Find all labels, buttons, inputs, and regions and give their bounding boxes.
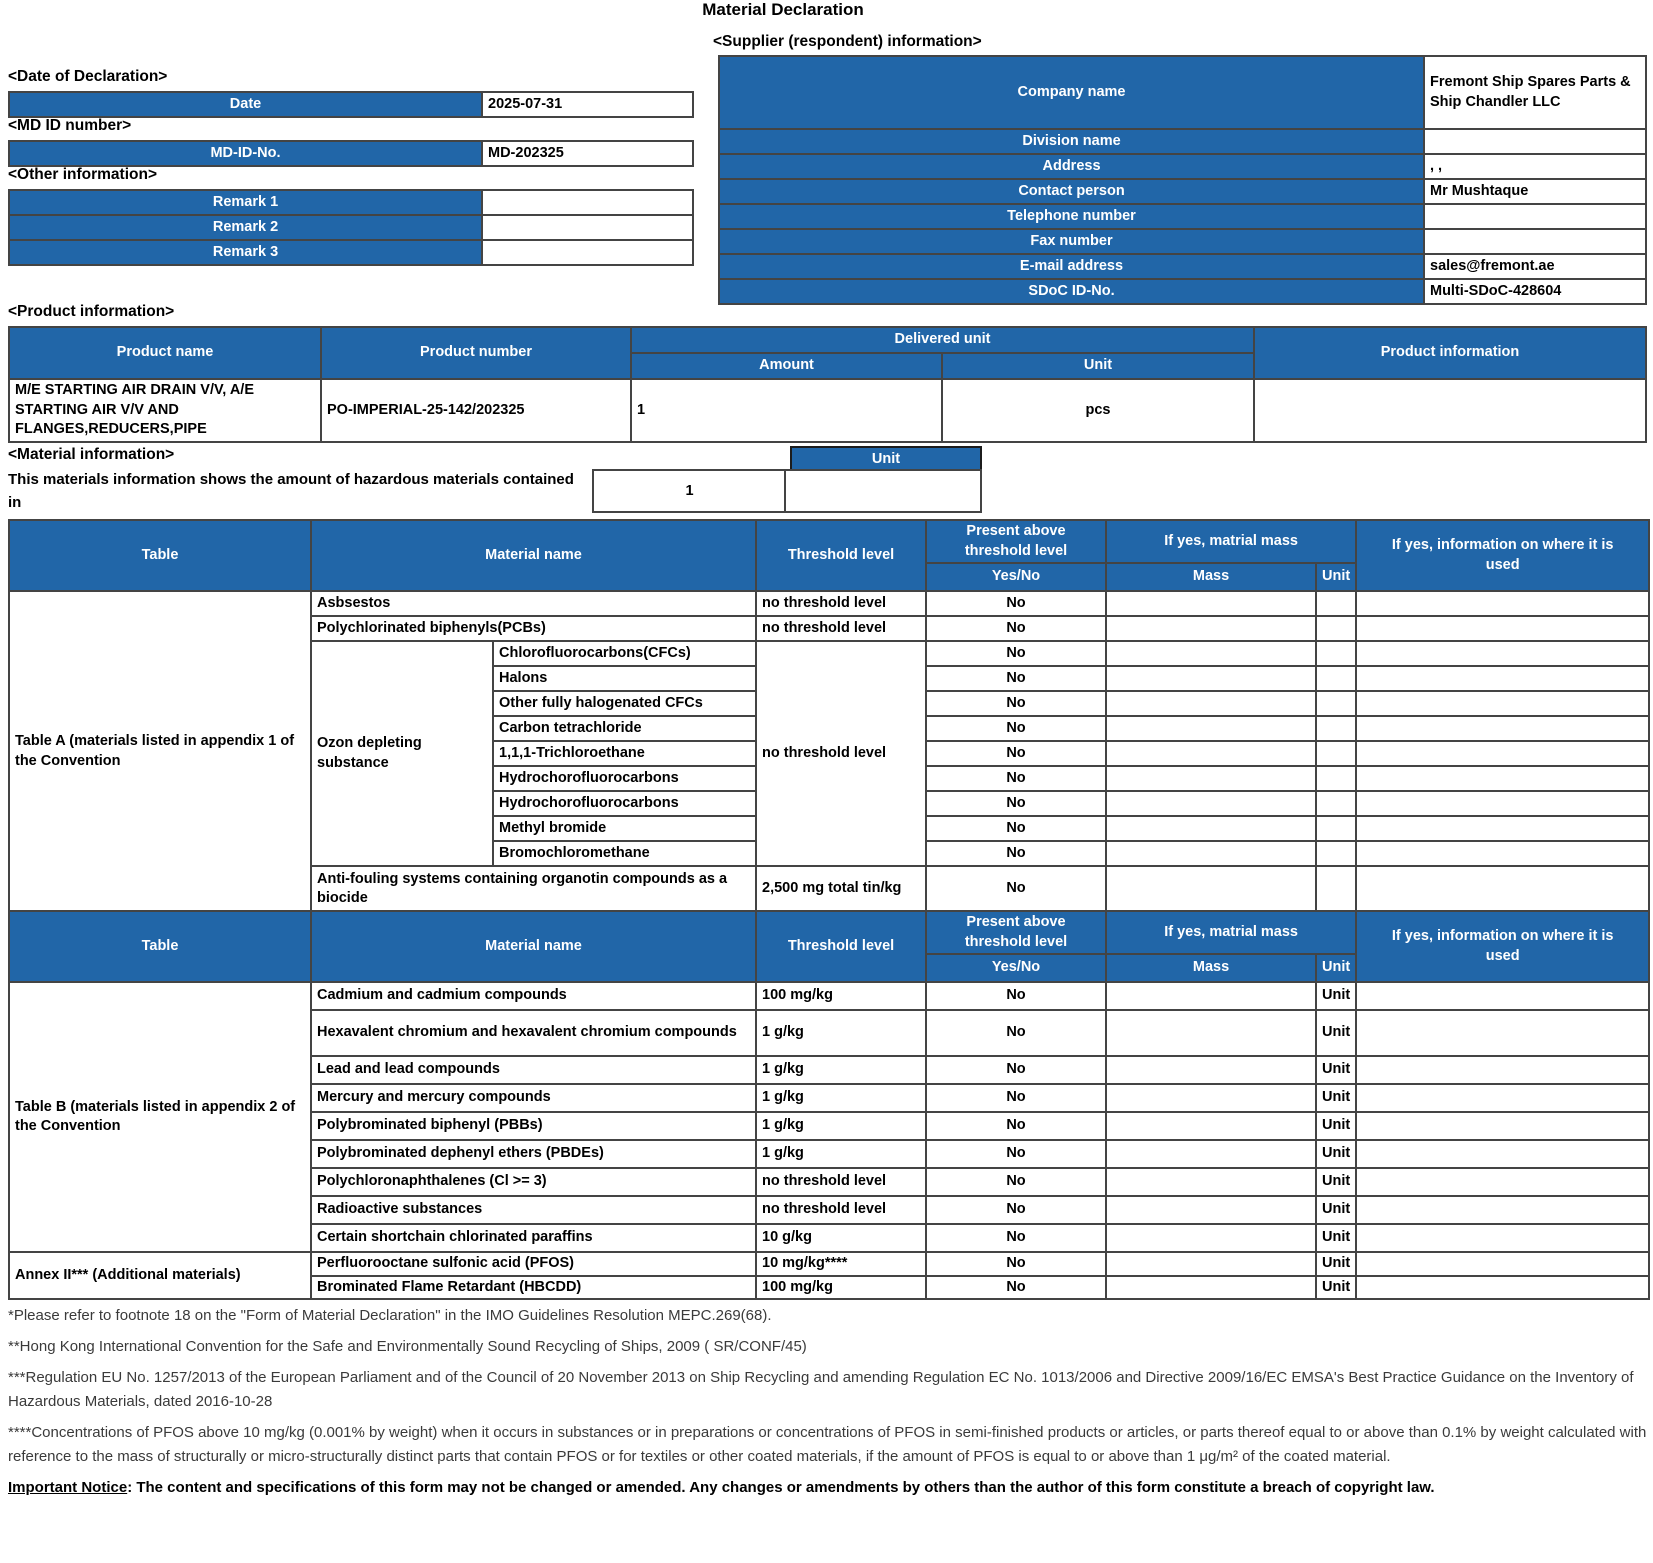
info-cell [1356, 1224, 1649, 1252]
unit-cell: Unit [1316, 1056, 1356, 1084]
mass-header: Mass [1106, 563, 1316, 591]
if-yes-mass-header: If yes, matrial mass [1106, 520, 1356, 563]
info-cell [1356, 841, 1649, 866]
present-cell: No [926, 1084, 1106, 1112]
unit-header: Unit [942, 353, 1254, 379]
product-info-header: Product information [1254, 327, 1646, 379]
material-cell: 1,1,1-Trichloroethane [493, 741, 756, 766]
info-cell [1356, 1196, 1649, 1224]
unit-cell: Unit [1316, 1252, 1356, 1276]
info-cell [1356, 1112, 1649, 1140]
table-row [719, 179, 1646, 204]
info-cell [1356, 741, 1649, 766]
mass-cell [1106, 1276, 1316, 1300]
product-number-cell: PO-IMPERIAL-25-142/202325 [321, 379, 631, 442]
material-cell: Bromochloromethane [493, 841, 756, 866]
hazmat-table-b [8, 910, 1650, 1300]
table-header: Table [9, 520, 311, 591]
product-section-heading: <Product information> [8, 303, 175, 320]
table-row [9, 141, 693, 166]
mass-cell [1106, 766, 1316, 791]
remark-value-cell [482, 240, 693, 265]
ozone-group-label-cell: Ozon depleting substance [311, 641, 493, 866]
important-notice-text: : The content and specifications of this form may not be changed or amended. Any changes or amendments by others than the author of this form constitute a breach of copyright law. [127, 1479, 1435, 1496]
unit-cell: Unit [1316, 1084, 1356, 1112]
if-yes-mass-header: If yes, matrial mass [1106, 911, 1356, 954]
unit-cell [1316, 791, 1356, 816]
unit-cell: Unit [1316, 1010, 1356, 1056]
table-row [9, 92, 693, 117]
threshold-cell: no threshold level [756, 616, 926, 641]
present-cell: No [926, 1196, 1106, 1224]
supplier-label-cell: E-mail address [719, 254, 1424, 279]
mass-cell [1106, 816, 1316, 841]
info-cell [1356, 1252, 1649, 1276]
present-cell: No [926, 1112, 1106, 1140]
important-notice-label: Important Notice [8, 1479, 128, 1496]
info-cell [1356, 666, 1649, 691]
mass-cell [1106, 982, 1316, 1010]
footnote: *Please refer to footnote 18 on the "Form of Material Declaration" in the IMO Guidelines Resolution MEPC.269(68). [8, 1307, 772, 1324]
material-cell: Methyl bromide [493, 816, 756, 841]
supplier-value-cell: Mr Mushtaque [1424, 179, 1646, 204]
table-row [719, 129, 1646, 154]
unit-cell [1316, 841, 1356, 866]
present-cell: No [926, 1056, 1106, 1084]
mass-cell [1106, 1168, 1316, 1196]
product-table [8, 326, 1647, 443]
unit-cell [1316, 616, 1356, 641]
material-cell: Brominated Flame Retardant (HBCDD) [311, 1276, 756, 1300]
mass-cell [1106, 591, 1316, 616]
info-cell [1356, 641, 1649, 666]
threshold-cell: 100 mg/kg [756, 1276, 926, 1300]
table-row [719, 279, 1646, 304]
info-cell [1356, 1168, 1649, 1196]
threshold-cell: 10 mg/kg**** [756, 1252, 926, 1276]
date-table [8, 91, 694, 118]
present-cell: No [926, 641, 1106, 666]
threshold-cell: no threshold level [756, 1168, 926, 1196]
material-cell: Other fully halogenated CFCs [493, 691, 756, 716]
footnote: ****Concentrations of PFOS above 10 mg/kg (0.001% by weight) when it occurs in substances or in preparations or concentrations of PFOS in semi-finished products or articles, or parts thereof equal to or above than 0.1% by weight calculated with reference to the mass of structurally or micro-structurally distinct parts that contain PFOS or for textiles or other coated materials, if the amount of PFOS is equal to or above than 1 μg/m² of the coated material. [8, 1424, 1647, 1465]
info-cell [1356, 982, 1649, 1010]
md-section-heading: <MD ID number> [8, 117, 132, 134]
material-name-header: Material name [311, 520, 756, 591]
present-cell: No [926, 816, 1106, 841]
material-cell: Lead and lead compounds [311, 1056, 756, 1084]
unit-cell: Unit [1316, 1196, 1356, 1224]
threshold-cell: 1 g/kg [756, 1056, 926, 1084]
threshold-header: Threshold level [756, 911, 926, 982]
material-info-amount-cell: 1 [592, 469, 787, 513]
present-cell: No [926, 741, 1106, 766]
material-cell: Certain shortchain chlorinated paraffins [311, 1224, 756, 1252]
unit-cell: Unit [1316, 1168, 1356, 1196]
info-cell [1356, 816, 1649, 841]
footnote: ***Regulation EU No. 1257/2013 of the European Parliament and of the Council of 20 November 2013 on Ship Recycling and amending Regulation EC No. 1013/2006 and Directive 2009/16/EC EMSA's Best Practice Guidance on the Inventory of Hazardous Materials, dated 2016-10-28 [8, 1369, 1634, 1410]
product-unit-cell: pcs [942, 379, 1254, 442]
material-cell: Halons [493, 666, 756, 691]
table-row [9, 190, 693, 215]
present-cell: No [926, 1224, 1106, 1252]
unit-cell [1316, 741, 1356, 766]
supplier-value-cell [1424, 204, 1646, 229]
material-cell: Carbon tetrachloride [493, 716, 756, 741]
mass-cell [1106, 691, 1316, 716]
table-header-row [9, 911, 1649, 954]
mass-cell [1106, 866, 1316, 912]
info-cell [1356, 766, 1649, 791]
threshold-cell: 10 g/kg [756, 1224, 926, 1252]
supplier-label-cell: Company name [719, 56, 1424, 129]
threshold-cell: no threshold level [756, 641, 926, 866]
remark-label-cell: Remark 1 [9, 190, 482, 215]
threshold-cell: no threshold level [756, 591, 926, 616]
threshold-cell: 100 mg/kg [756, 982, 926, 1010]
mass-header: Mass [1106, 954, 1316, 982]
material-cell: Radioactive substances [311, 1196, 756, 1224]
table-row [9, 240, 693, 265]
mass-cell [1106, 741, 1316, 766]
unit-col-header: Unit [1316, 954, 1356, 982]
material-cell: Anti-fouling systems containing organotin compounds as a biocide [311, 866, 756, 912]
mass-cell [1106, 1084, 1316, 1112]
present-cell: No [926, 1010, 1106, 1056]
mass-cell [1106, 1224, 1316, 1252]
product-info-cell [1254, 379, 1646, 442]
unit-cell [1316, 591, 1356, 616]
supplier-value-cell: Fremont Ship Spares Parts & Ship Chandler LLC [1424, 56, 1646, 129]
threshold-cell: 1 g/kg [756, 1112, 926, 1140]
mass-cell [1106, 1140, 1316, 1168]
table-b-label-cell: Table B (materials listed in appendix 2 of the Convention [9, 982, 311, 1252]
unit-cell [1316, 716, 1356, 741]
present-cell: No [926, 841, 1106, 866]
info-cell [1356, 1084, 1649, 1112]
remark-value-cell [482, 190, 693, 215]
supplier-value-cell: Multi-SDoC-428604 [1424, 279, 1646, 304]
material-cell: Mercury and mercury compounds [311, 1084, 756, 1112]
mass-cell [1106, 1112, 1316, 1140]
unit-cell [1316, 666, 1356, 691]
info-cell [1356, 866, 1649, 912]
table-row [9, 591, 1649, 616]
material-cell: Polybrominated biphenyl (PBBs) [311, 1112, 756, 1140]
md-id-table [8, 140, 694, 167]
unit-cell [1316, 641, 1356, 666]
present-cell: No [926, 1168, 1106, 1196]
if-yes-info-header: If yes, information on where it is used [1356, 911, 1649, 982]
unit-cell: Unit [1316, 1140, 1356, 1168]
table-row [9, 982, 1649, 1010]
mass-cell [1106, 1056, 1316, 1084]
supplier-label-cell: Division name [719, 129, 1424, 154]
present-header: Present above threshold level [926, 911, 1106, 954]
material-cell: Chlorofluorocarbons(CFCs) [493, 641, 756, 666]
present-cell: No [926, 766, 1106, 791]
material-cell: Polychlorinated biphenyls(PCBs) [311, 616, 756, 641]
supplier-table [718, 55, 1647, 305]
page-title: Material Declaration [702, 0, 864, 19]
table-row [719, 154, 1646, 179]
threshold-cell: 1 g/kg [756, 1084, 926, 1112]
table-header-row [9, 327, 1646, 353]
threshold-cell: no threshold level [756, 1196, 926, 1224]
table-row [9, 1252, 1649, 1276]
unit-cell: Unit [1316, 1224, 1356, 1252]
supplier-section-heading: <Supplier (respondent) information> [713, 33, 982, 50]
info-cell [1356, 691, 1649, 716]
if-yes-info-header: If yes, information on where it is used [1356, 520, 1649, 591]
threshold-cell: 1 g/kg [756, 1140, 926, 1168]
mass-cell [1106, 1196, 1316, 1224]
mass-cell [1106, 616, 1316, 641]
info-cell [1356, 1140, 1649, 1168]
present-cell: No [926, 616, 1106, 641]
other-section-heading: <Other information> [8, 166, 157, 183]
info-cell [1356, 1276, 1649, 1300]
present-cell: No [926, 666, 1106, 691]
remark-value-cell [482, 215, 693, 240]
material-cell: Hexavalent chromium and hexavalent chromium compounds [311, 1010, 756, 1056]
table-header-row [9, 520, 1649, 563]
mass-cell [1106, 666, 1316, 691]
supplier-label-cell: Address [719, 154, 1424, 179]
table-a-label-cell: Table A (materials listed in appendix 1 of the Convention [9, 591, 311, 912]
material-cell: Asbsestos [311, 591, 756, 616]
material-cell: Cadmium and cadmium compounds [311, 982, 756, 1010]
mass-cell [1106, 841, 1316, 866]
supplier-value-cell [1424, 129, 1646, 154]
date-label-cell: Date [9, 92, 482, 117]
present-cell: No [926, 1252, 1106, 1276]
product-amount-cell: 1 [631, 379, 942, 442]
footnotes-block [8, 1304, 1649, 1499]
date-value-cell: 2025-07-31 [482, 92, 693, 117]
unit-col-header: Unit [1316, 563, 1356, 591]
threshold-cell: 2,500 mg total tin/kg [756, 866, 926, 912]
present-cell: No [926, 791, 1106, 816]
info-cell [1356, 1010, 1649, 1056]
table-row [719, 204, 1646, 229]
table-row [719, 254, 1646, 279]
info-cell [1356, 616, 1649, 641]
material-name-header: Material name [311, 911, 756, 982]
present-header: Present above threshold level [926, 520, 1106, 563]
annex-label-cell: Annex II*** (Additional materials) [9, 1252, 311, 1299]
yes-no-header: Yes/No [926, 954, 1106, 982]
unit-cell [1316, 766, 1356, 791]
delivered-unit-header: Delivered unit [631, 327, 1254, 353]
mass-cell [1106, 1010, 1316, 1056]
supplier-label-cell: Contact person [719, 179, 1424, 204]
footnote: **Hong Kong International Convention for the Safe and Environmentally Sound Recycling of Ships, 2009 ( SR/CONF/45) [8, 1338, 807, 1355]
supplier-label-cell: Telephone number [719, 204, 1424, 229]
md-value-cell: MD-202325 [482, 141, 693, 166]
product-name-header: Product name [9, 327, 321, 379]
table-row [9, 379, 1646, 442]
table-row [719, 56, 1646, 129]
product-name-cell: M/E STARTING AIR DRAIN V/V, A/E STARTING AIR V/V AND FLANGES,REDUCERS,PIPE [9, 379, 321, 442]
info-cell [1356, 591, 1649, 616]
table-header: Table [9, 911, 311, 982]
threshold-cell: 1 g/kg [756, 1010, 926, 1056]
material-info-unit-cell [784, 469, 982, 513]
material-cell: Polybrominated dephenyl ethers (PBDEs) [311, 1140, 756, 1168]
material-info-note: This materials information shows the amount of hazardous materials contained in [8, 471, 574, 512]
unit-cell [1316, 691, 1356, 716]
supplier-label-cell: Fax number [719, 229, 1424, 254]
mass-cell [1106, 1252, 1316, 1276]
material-info-unit-header: Unit [790, 446, 982, 471]
hazmat-table-a [8, 519, 1650, 913]
present-cell: No [926, 1140, 1106, 1168]
table-row [9, 215, 693, 240]
important-notice [8, 1476, 1649, 1499]
mass-cell [1106, 791, 1316, 816]
supplier-value-cell [1424, 229, 1646, 254]
remark-label-cell: Remark 2 [9, 215, 482, 240]
amount-header: Amount [631, 353, 942, 379]
info-cell [1356, 716, 1649, 741]
material-cell: Polychloronaphthalenes (Cl >= 3) [311, 1168, 756, 1196]
unit-cell [1316, 816, 1356, 841]
material-section-heading: <Material information> [8, 446, 175, 463]
material-cell: Hydrochorofluorocarbons [493, 766, 756, 791]
present-cell: No [926, 591, 1106, 616]
remark-label-cell: Remark 3 [9, 240, 482, 265]
threshold-header: Threshold level [756, 520, 926, 591]
unit-cell: Unit [1316, 1276, 1356, 1300]
remarks-table [8, 189, 694, 266]
present-cell: No [926, 716, 1106, 741]
unit-cell: Unit [1316, 1112, 1356, 1140]
info-cell [1356, 1056, 1649, 1084]
mass-cell [1106, 716, 1316, 741]
yes-no-header: Yes/No [926, 563, 1106, 591]
date-section-heading: <Date of Declaration> [8, 68, 168, 85]
md-label-cell: MD-ID-No. [9, 141, 482, 166]
product-number-header: Product number [321, 327, 631, 379]
supplier-label-cell: SDoC ID-No. [719, 279, 1424, 304]
material-cell: Hydrochorofluorocarbons [493, 791, 756, 816]
supplier-value-cell: sales@fremont.ae [1424, 254, 1646, 279]
present-cell: No [926, 866, 1106, 912]
present-cell: No [926, 691, 1106, 716]
present-cell: No [926, 1276, 1106, 1300]
table-row [719, 229, 1646, 254]
info-cell [1356, 791, 1649, 816]
material-cell: Perfluorooctane sulfonic acid (PFOS) [311, 1252, 756, 1276]
supplier-value-cell: , , [1424, 154, 1646, 179]
unit-cell: Unit [1316, 982, 1356, 1010]
unit-cell [1316, 866, 1356, 912]
mass-cell [1106, 641, 1316, 666]
present-cell: No [926, 982, 1106, 1010]
